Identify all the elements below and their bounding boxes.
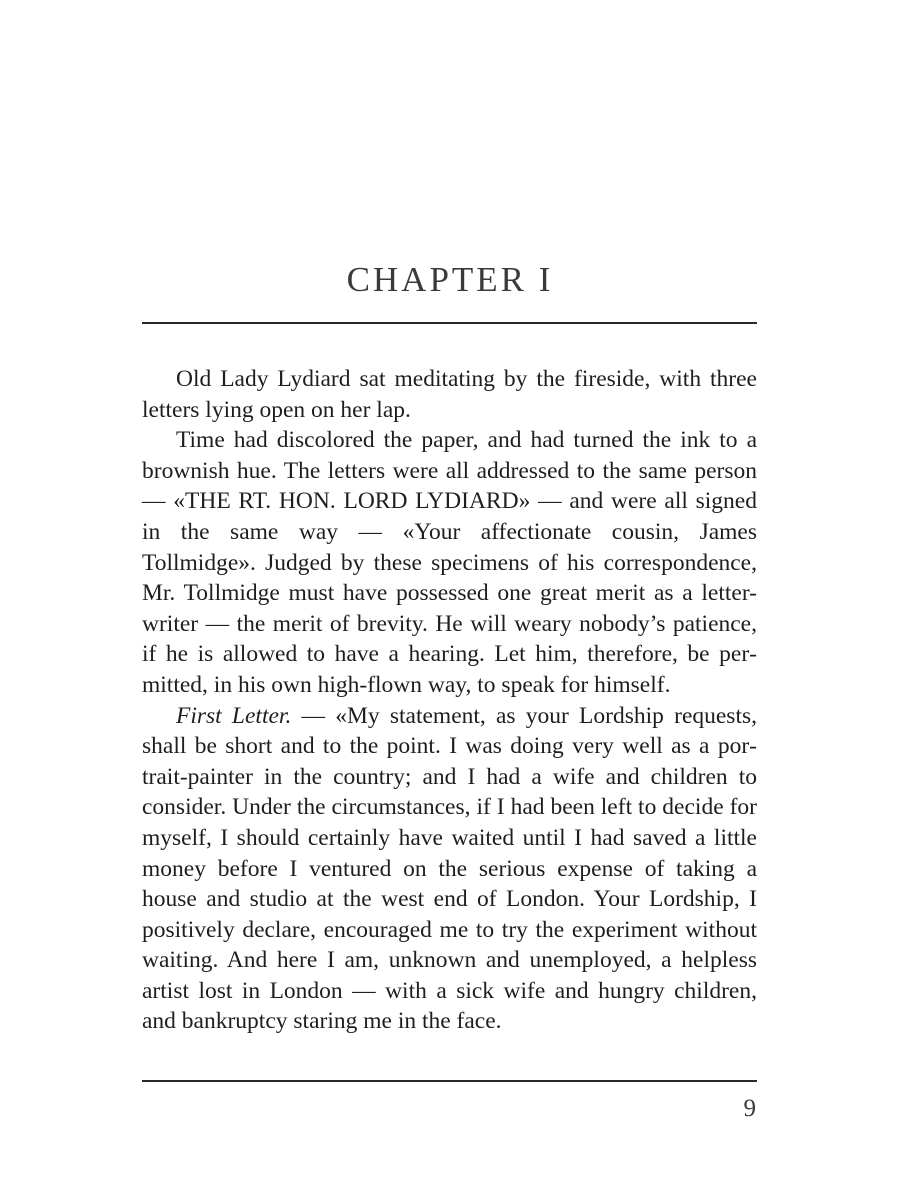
paragraph-text: Time had discolored the paper, and had turned the ink to a brownish hue. The letters were all addressed to the same person — «THE RT. HON. LORD LYDIARD» — and were all signed in the same way — «Your affectionate cousin, James Tollmidge». Judged by these specimens of his correspondence, Mr. Tollmidge must have possessed one great merit as a letter-writer — the merit of brevity. He will weary nobody’s patience, if he is allowed to have a hearing. Let him, therefore, be permitted, in his own high-flown way, to speak for himself. xyxy=(142,427,757,698)
paragraph-text: Old Lady Lydiard sat meditating by the fireside, with three letters lying open on her lap. xyxy=(142,366,757,423)
page-number: 9 xyxy=(743,1095,756,1122)
body-text xyxy=(142,364,757,1037)
paragraph-text: — «My statement, as your Lordship requests, shall be short and to the point. I was doing very well as a portrait-painter in the country; and I had a wife and children to consider. Under the circumstances, if I had been left to decide for myself, I should certainly have waited until I had saved a little money before I ventured on the serious expense of taking a house and studio at the west end of London. Your Lordship, I positively declare, encouraged me to try the experiment without waiting. And here I am, unknown and unemployed, a helpless artist lost in London — with a sick wife and hungry children, and bankruptcy staring me in the face. xyxy=(142,702,758,1035)
paragraph xyxy=(142,364,757,425)
bottom-divider xyxy=(142,1080,757,1082)
chapter-title: CHAPTER I xyxy=(346,260,554,299)
top-divider xyxy=(142,322,757,324)
paragraph xyxy=(142,701,757,1038)
paragraph-lead: First Letter. xyxy=(176,702,292,729)
paragraph xyxy=(142,425,757,700)
